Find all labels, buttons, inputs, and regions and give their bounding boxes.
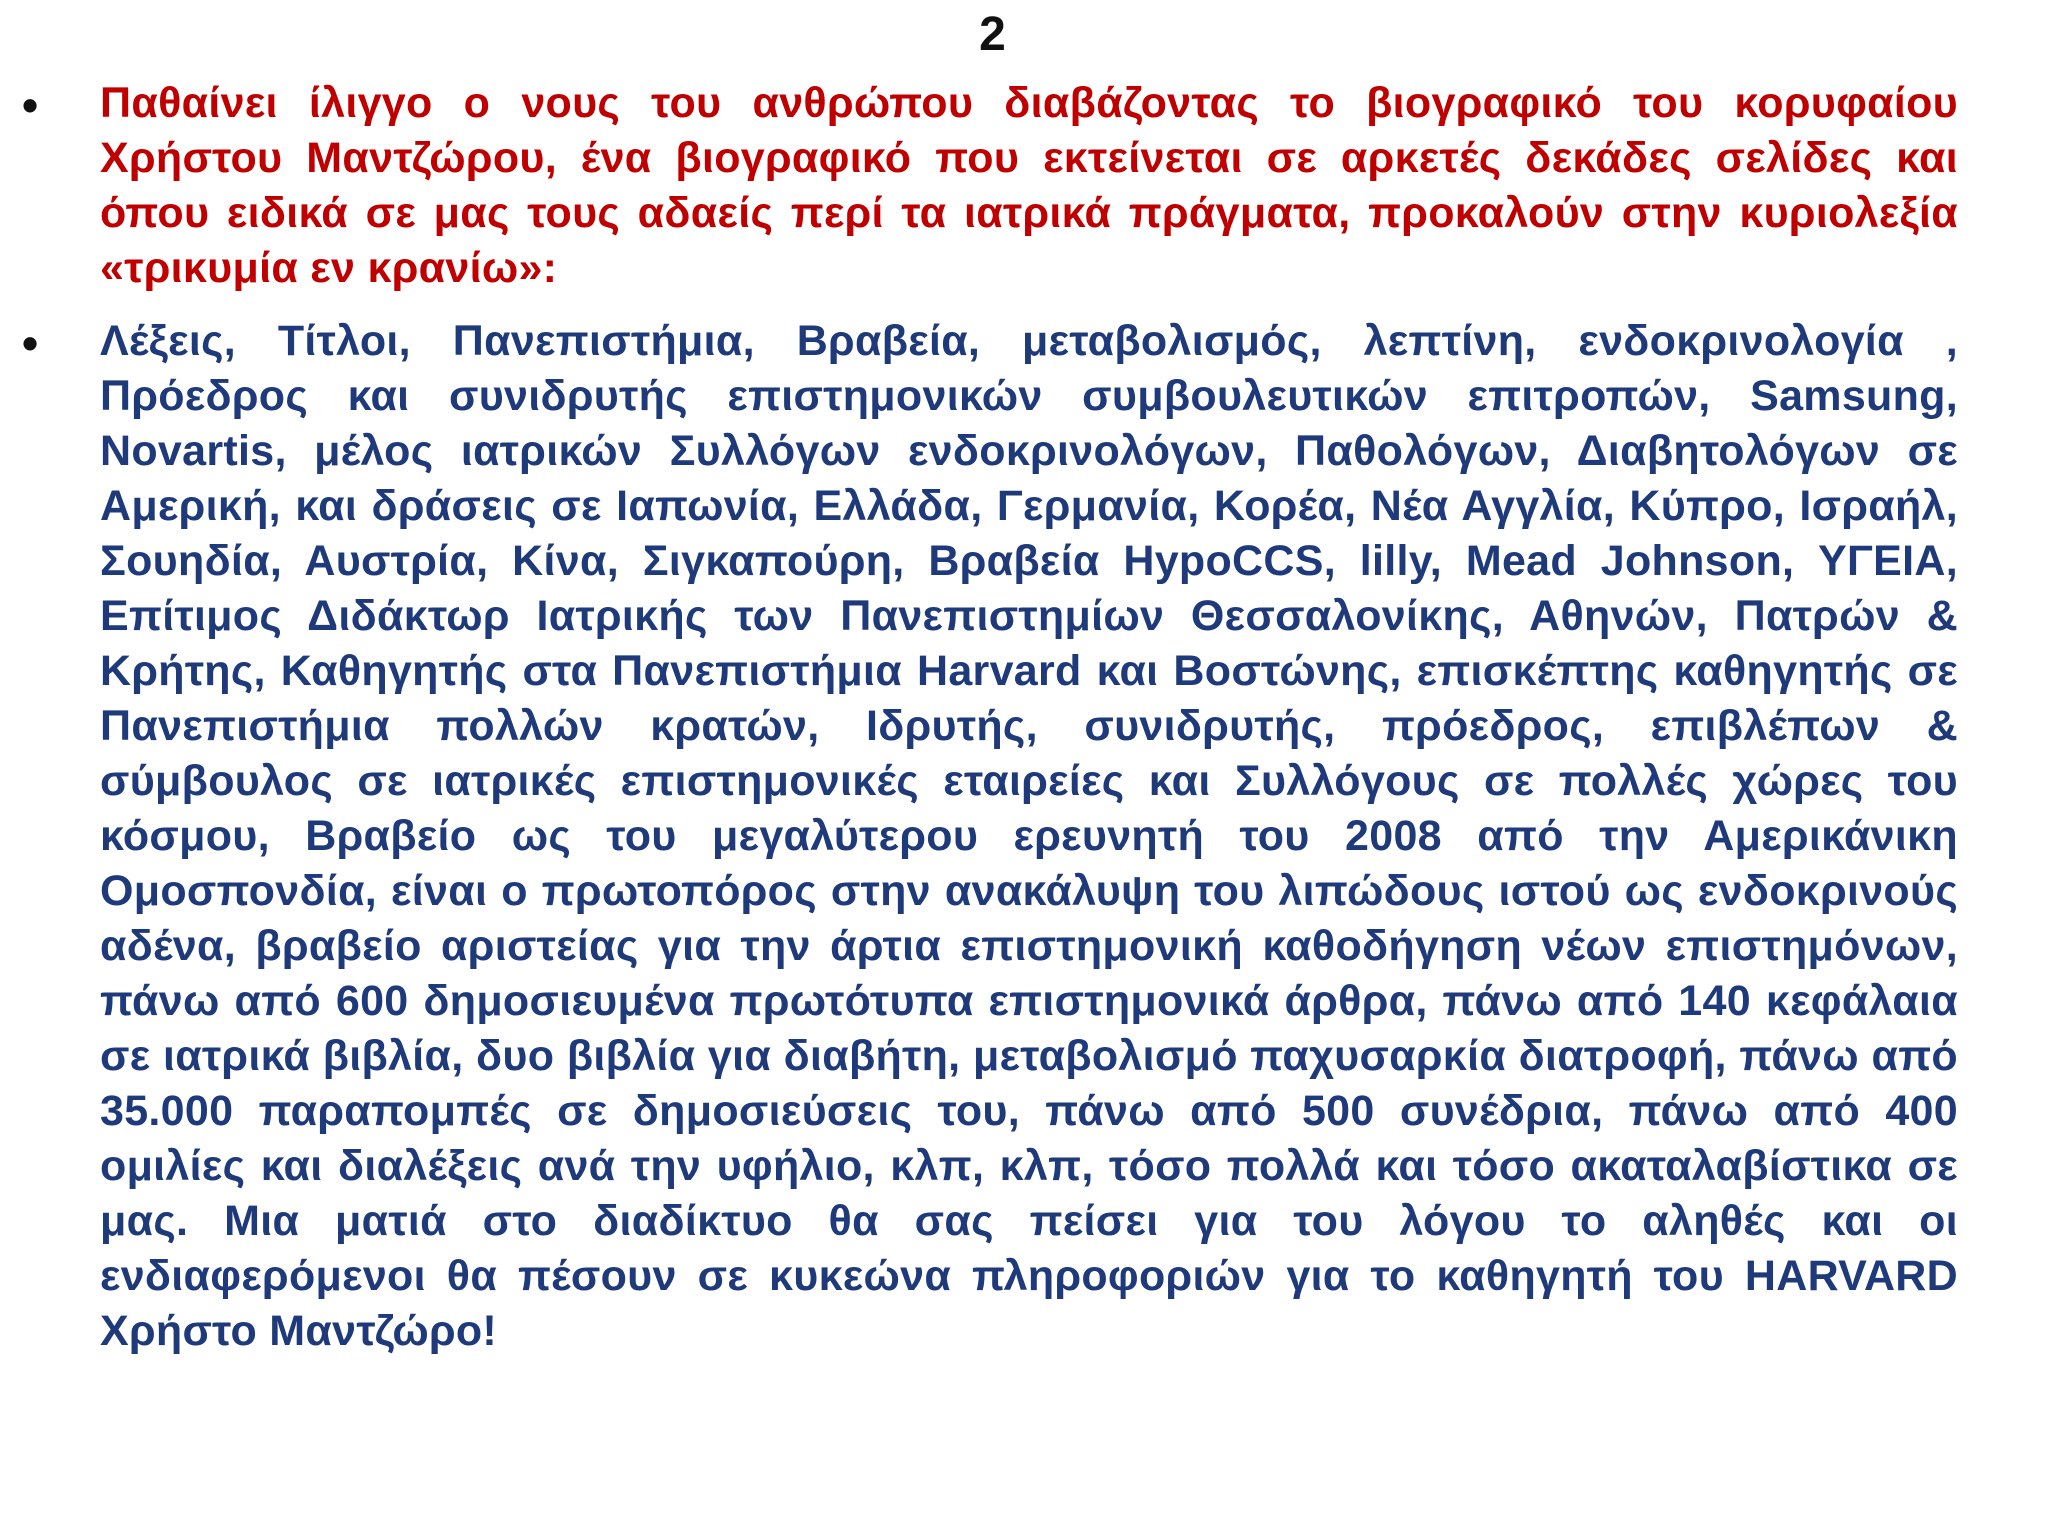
bullet-marker: • xyxy=(22,317,39,369)
bullet-item-intro xyxy=(0,76,2048,296)
achievements-paragraph: Λέξεις, Τίτλοι, Πανεπιστήμια, Βραβεία, μεταβολισμός, λεπτίνη, ενδοκρινολογία , Πρόεδρος και συνιδρυτής επιστημονικών συμβουλευτικών επιτροπών, Samsung, Novartis, μέλος ιατρικών Συλλόγων ενδοκρινολόγων, Παθολόγων, Διαβητολόγων σε Αμερική, και δράσεις σε Ιαπωνία, Ελλάδα, Γερμανία, Κορέα, Νέα Αγγλία, Κύπρο, Ισραήλ, Σουηδία, Αυστρία, Κίνα, Σιγκαπούρη, Βραβεία HypoCCS, lilly, Mead Johnson, ΥΓΕΙΑ, Επίτιμος Διδάκτωρ Ιατρικής των Πανεπιστημίων Θεσσαλονίκης, Αθηνών, Πατρών & Κρήτης, Καθηγητής στα Πανεπιστήμια Harvard και Βοστώνης, επισκέπτης καθηγητής σε Πανεπιστήμια πολλών κρατών, Ιδρυτής, συνιδρυτής, πρόεδρος, επιβλέπων & σύμβουλος σε ιατρικές επιστημονικές εταιρείες και Συλλόγους σε πολλές χώρες του κόσμου, Βραβείο ως του μεγαλύτερου ερευνητή του 2008 από την Αμερικάνικη Ομοσπονδία, είναι ο πρωτοπόρος στην ανακάλυψη του λιπώδους ιστού ως ενδοκρινούς αδένα, βραβείο αριστείας για την άρτια επιστημονική καθοδήγηση νέων επιστημόνων, πάνω από 600 δημοσιευμένα πρωτότυπα επιστημονικά άρθρα, πάνω από 140 κεφάλαια σε ιατρικά βιβλία, δυο βιβλία για διαβήτη, μεταβολισμό παχυσαρκία διατροφή, πάνω από 35.000 παραπομπές σε δημοσιεύσεις του, πάνω από 500 συνέδρια, πάνω από 400 ομιλίες και διαλέξεις ανά την υφήλιο, κλπ, κλπ, τόσο πολλά και τόσο ακαταλαβίστικα σε μας. Μια ματιά στο διαδίκτυο θα σας πείσει για του λόγου το αληθές και οι ενδιαφερόμενοι θα πέσουν σε κυκεώνα πληροφοριών για το καθηγητή του HARVARD Χρήστο Μαντζώρο! xyxy=(100,317,1958,1355)
bullet-marker: • xyxy=(22,79,39,131)
bullet-item-list xyxy=(0,314,2048,1359)
bullet-list xyxy=(0,76,2048,1377)
page-number: 2 xyxy=(979,8,1006,61)
intro-paragraph: Παθαίνει ίλιγγο ο νους του ανθρώπου διαβάζοντας το βιογραφικό του κορυφαίου Χρήστου Μαντζώρου, ένα βιογραφικό που εκτείνεται σε αρκετές δεκάδες σελίδες και όπου ειδικά σε μας τους αδαείς περί τα ιατρικά πράγματα, προκαλούν στην κυριολεξία «τρικυμία εν κρανίω»: xyxy=(100,79,1958,292)
